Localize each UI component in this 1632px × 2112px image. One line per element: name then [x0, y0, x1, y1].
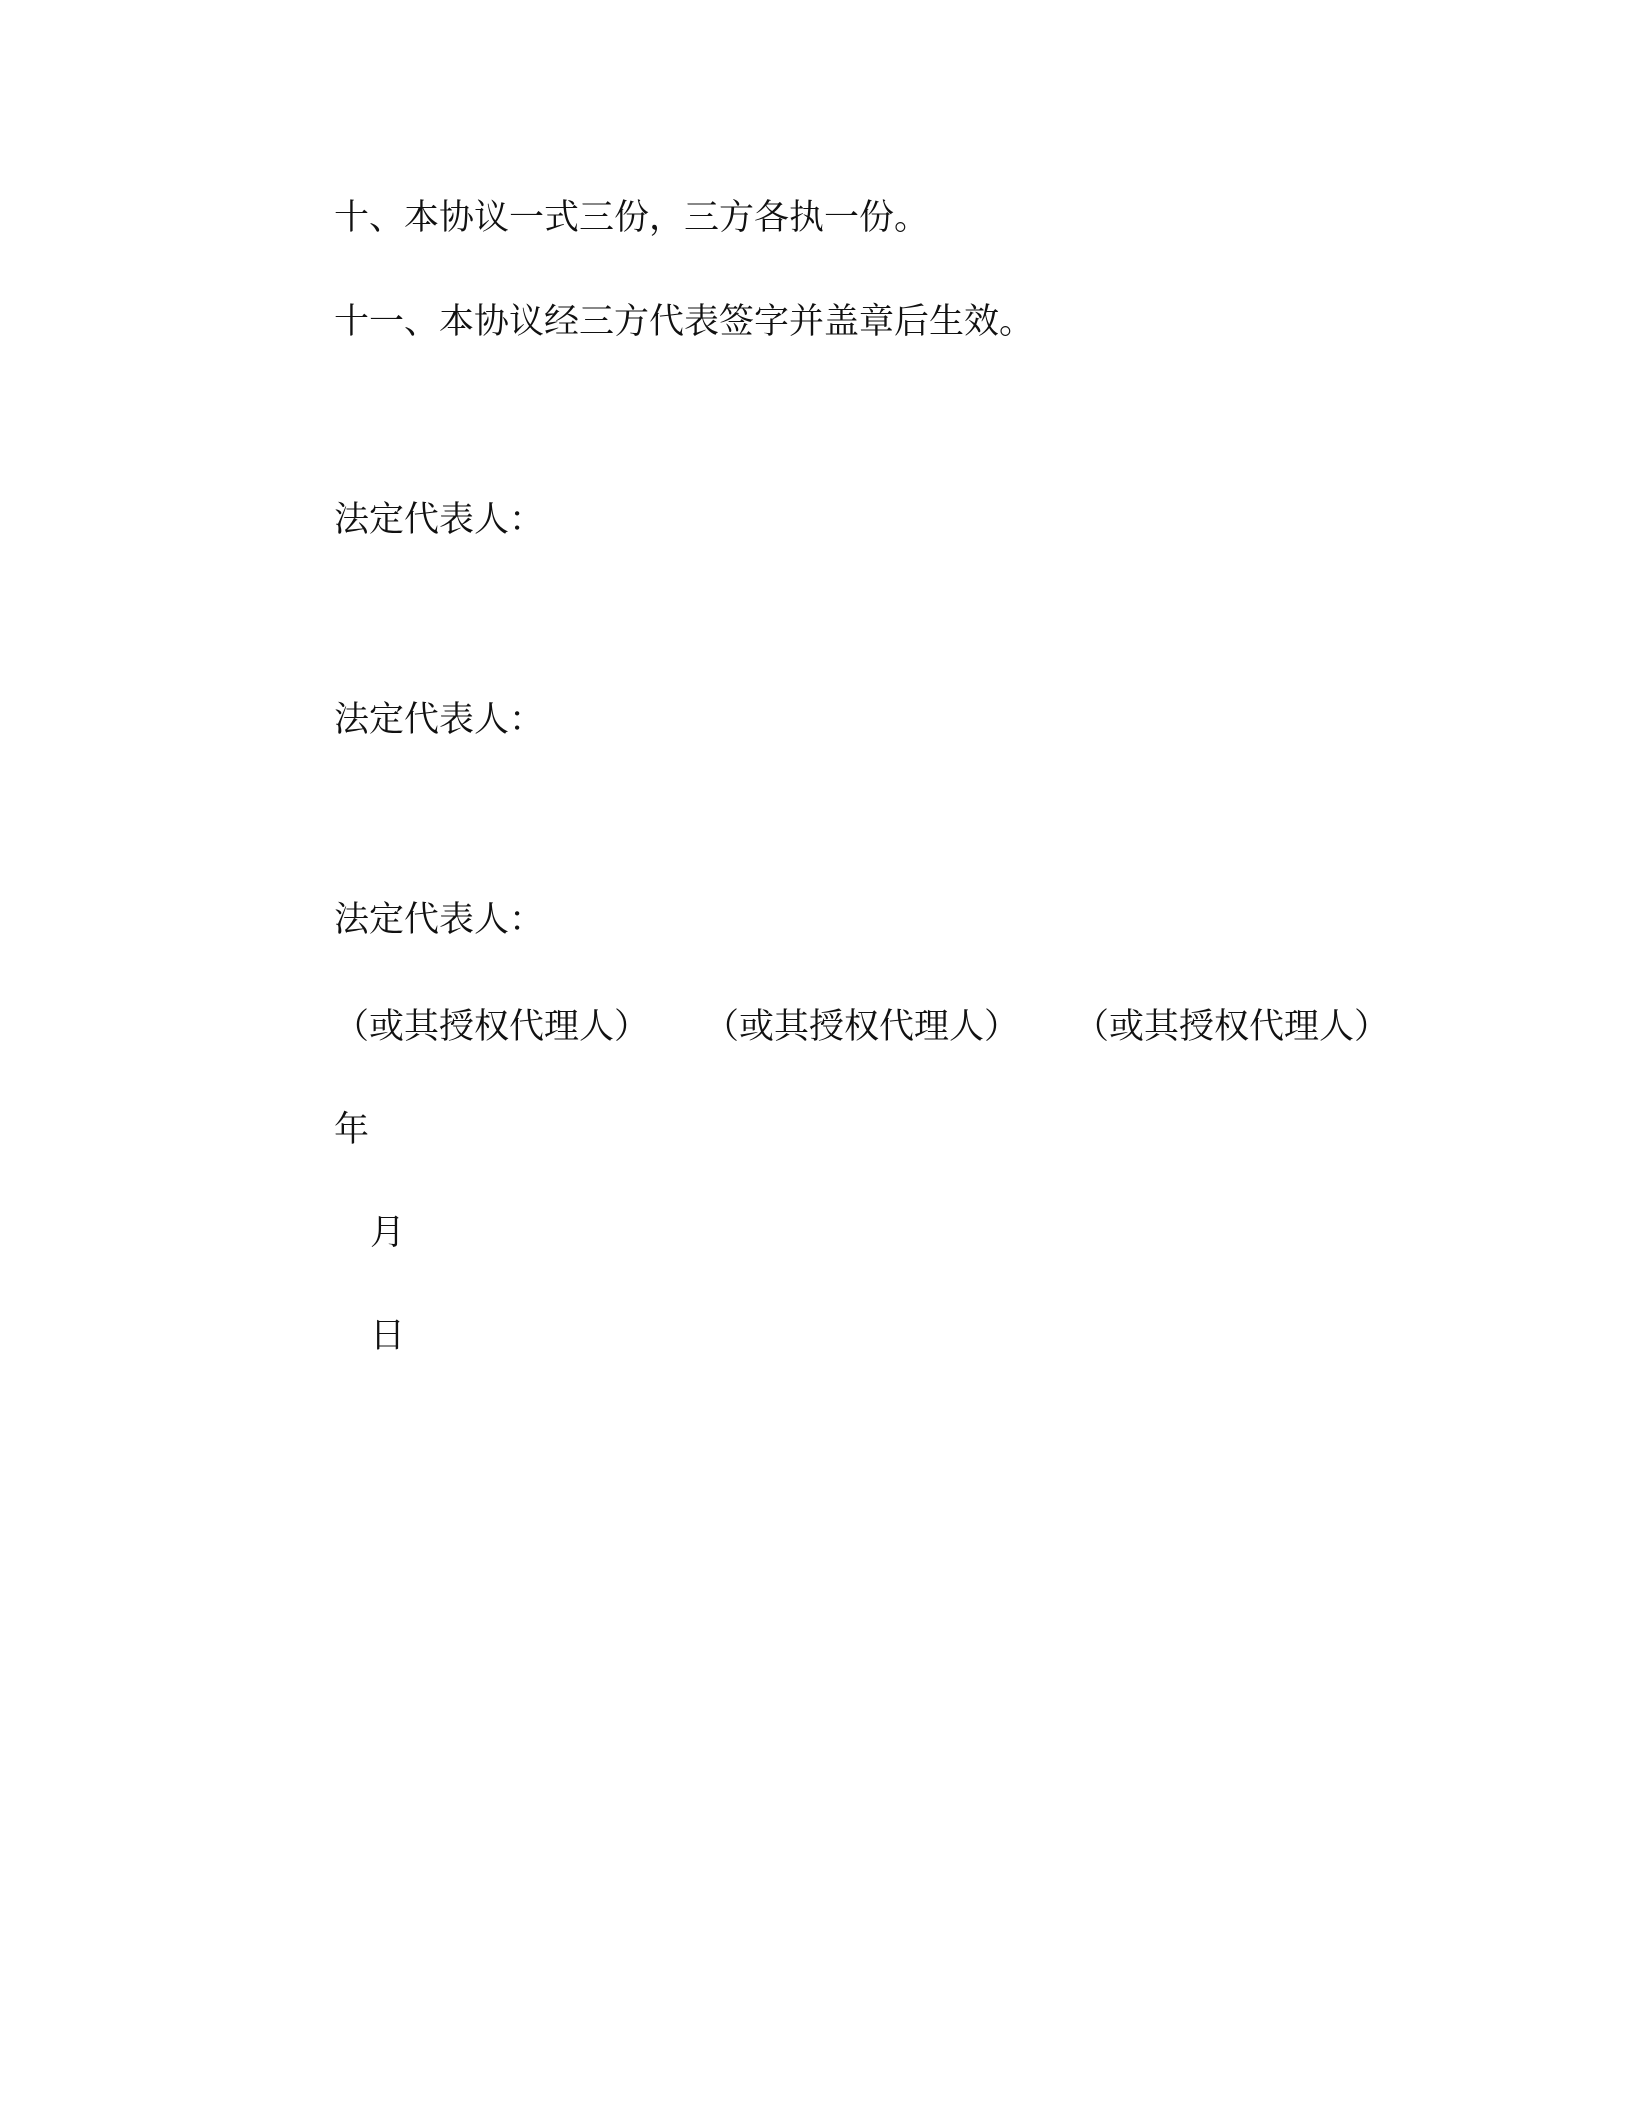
- clause-11: 十一、本协议经三方代表签字并盖章后生效。: [334, 302, 1035, 342]
- date-month: 月: [370, 1213, 406, 1253]
- authorized-agent-label-3: （或其授权代理人）: [1074, 1007, 1390, 1047]
- signature-label-2: 法定代表人：: [334, 700, 545, 740]
- authorized-agent-label-1: （或其授权代理人）: [334, 1007, 650, 1047]
- date-day: 日: [370, 1316, 406, 1356]
- signature-label-3: 法定代表人：: [334, 900, 545, 940]
- authorized-agent-label-2: （或其授权代理人）: [704, 1007, 1020, 1047]
- signature-label-1: 法定代表人：: [334, 500, 545, 540]
- clause-10: 十、本协议一式三份，三方各执一份。: [334, 198, 930, 238]
- date-year: 年: [334, 1110, 370, 1150]
